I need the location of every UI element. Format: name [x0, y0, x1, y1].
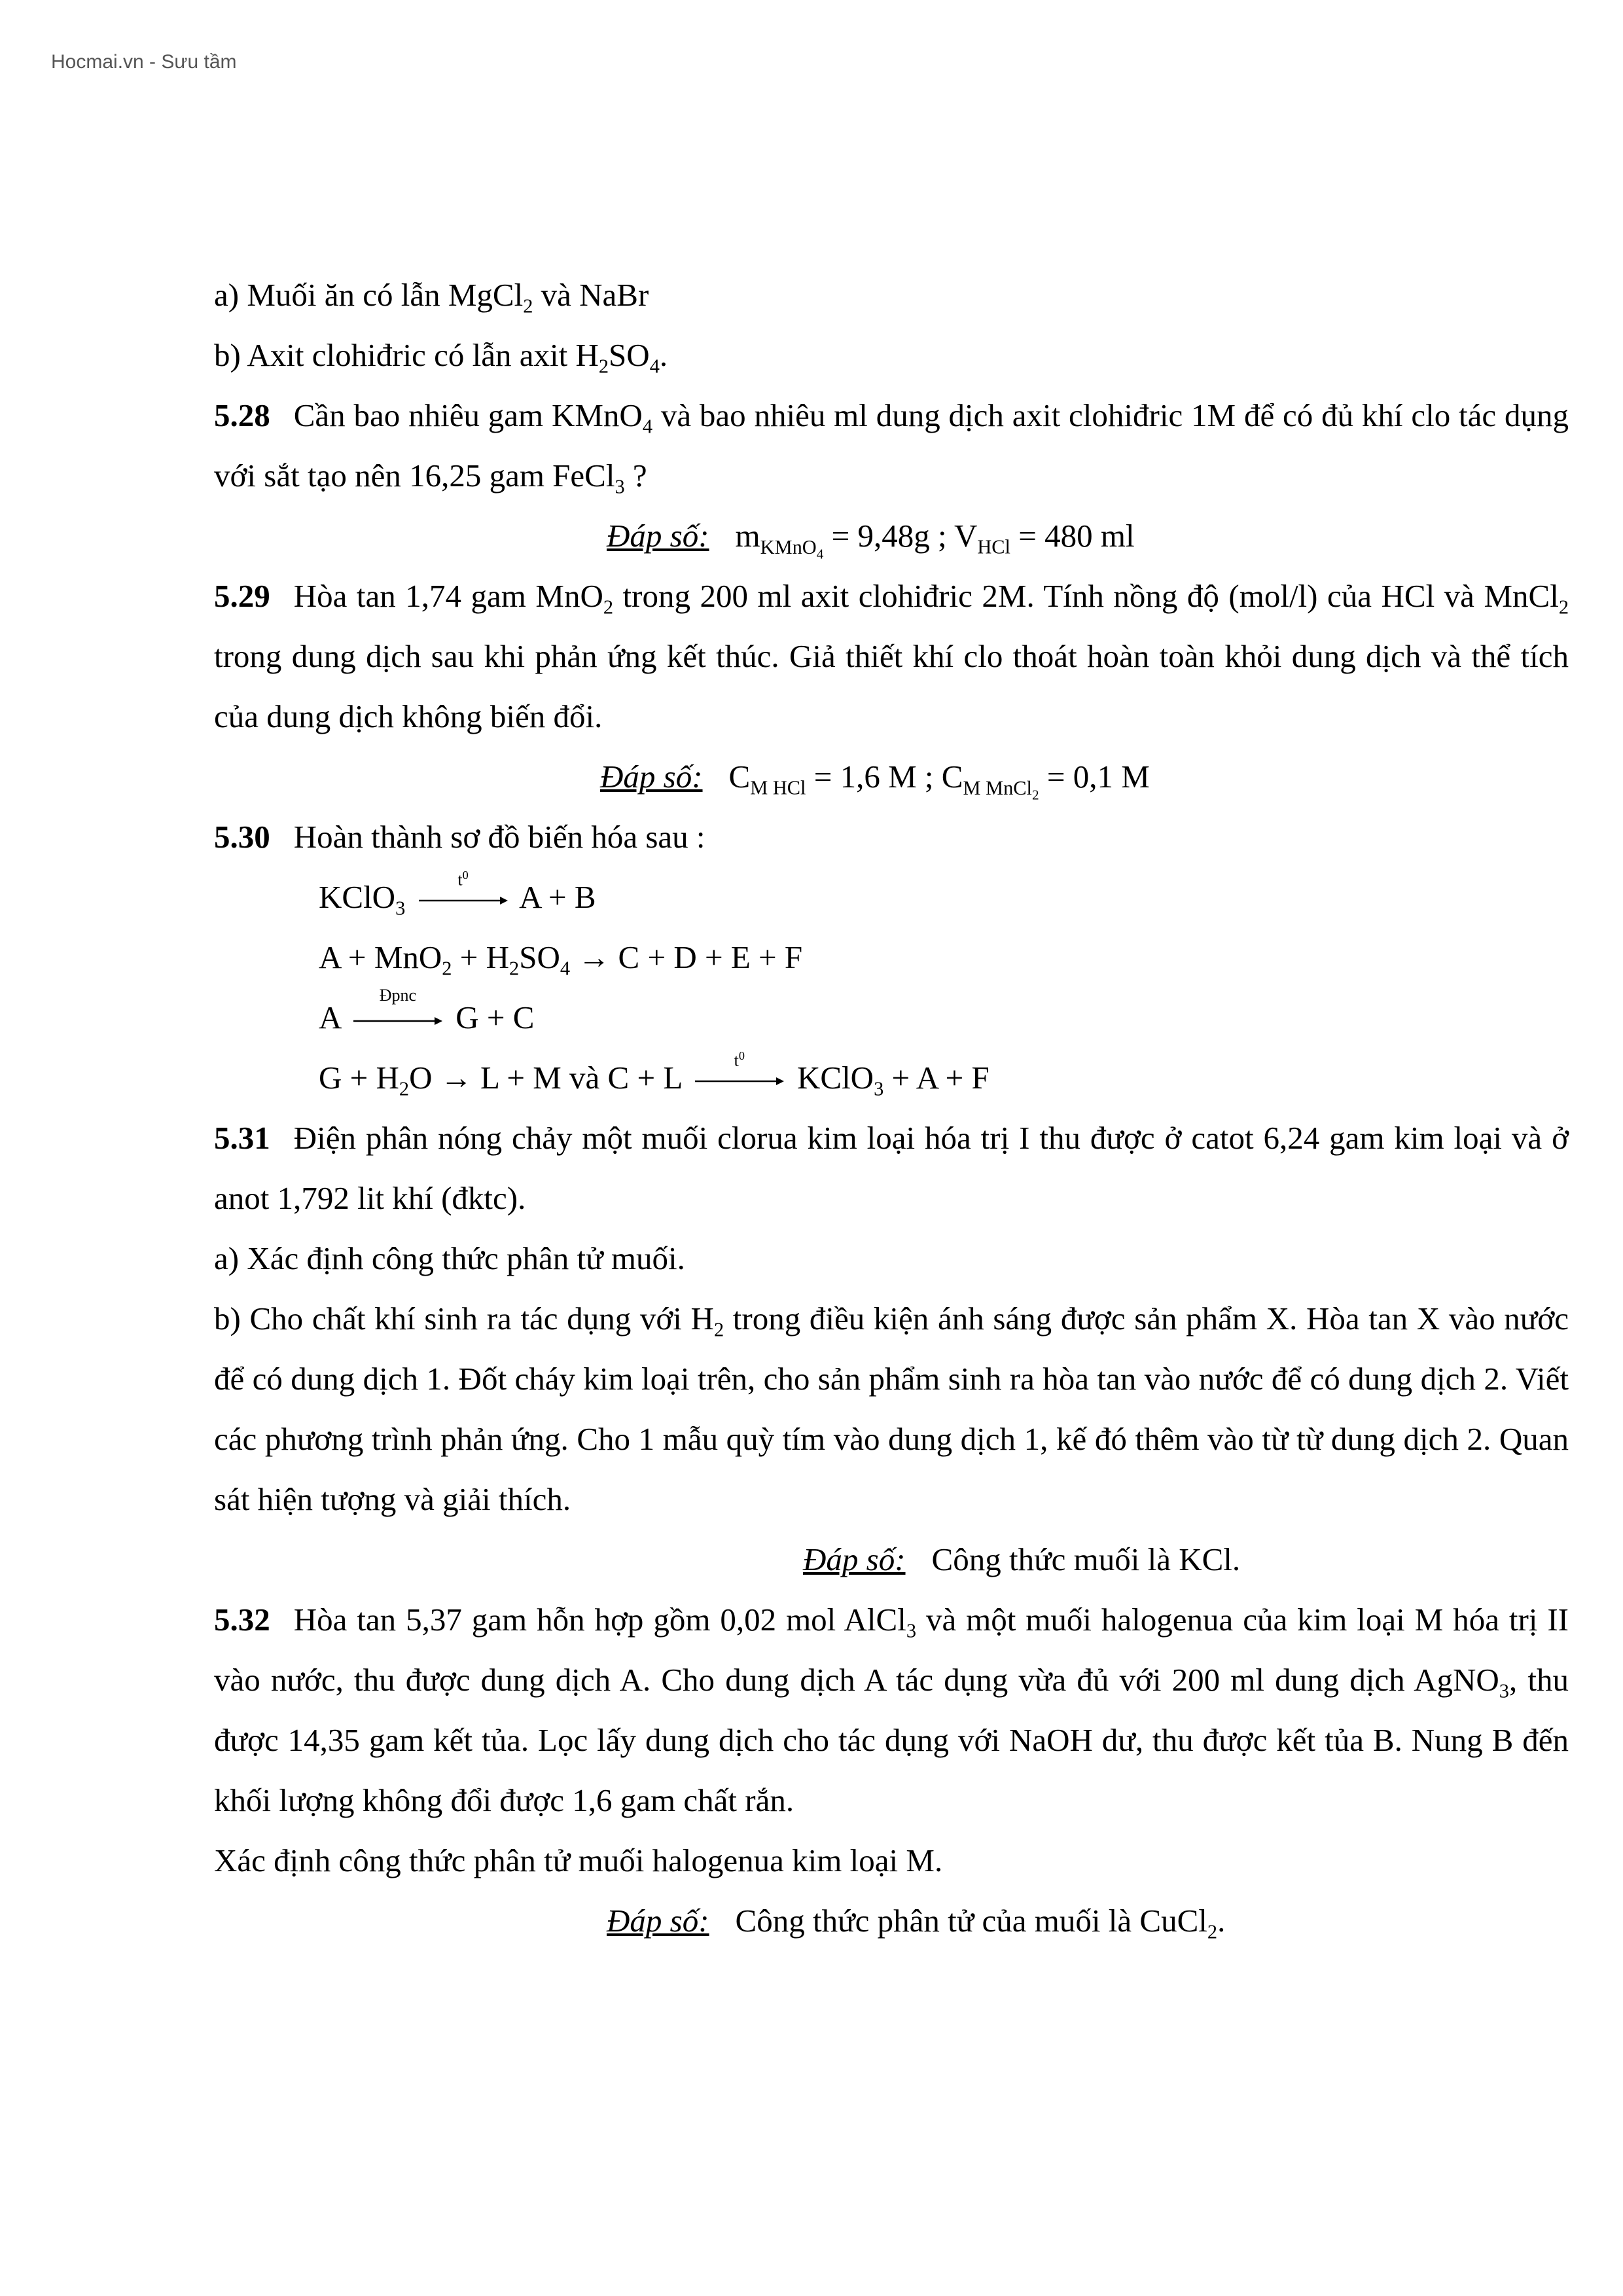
reaction-4: $G + H_2O \to L + M$ và C + L $t^0$ KClO$_3$ + A + F — [319, 1049, 990, 1100]
watermark: Hocmai.vn - Sưu tầm — [51, 51, 237, 73]
answer-label: Đáp số: — [803, 1541, 906, 1577]
answer-5-32: Đáp số: Công thức phân tử của muối là CuCl$_2$. — [607, 1903, 1226, 1943]
intro-b: b) Axit clohiđric có lẫn axit $H_2SO_4$. — [214, 337, 668, 378]
heat-arrow: $t^0$ — [694, 1068, 785, 1094]
problem-5-32: 5.32 Hòa tan 5,37 gam hỗn hợp gồm 0,02 mol AlCl$_3$ và một muối halogenua của kim loại M hóa trị II vào nước, thu được dung dịch A. Cho dung dịch A tác dụng vừa đủ với 200 ml dung dịch AgNO$_3$, thu được 14,35 gam kết tủa. Lọc lấy dung dịch cho tác dụng với NaOH dư, thu được kết tủa B. Nung B đến khối lượng không đổi được 1,6 gam chất rắn. — [214, 1602, 1569, 1818]
problem-5-28: 5.28 Cần bao nhiêu gam KMnO$_4$ và bao nhiêu ml dung dịch axit clohiđric 1M để có đủ khí clo tác dụng với sắt tạo nên 16,25 gam FeCl$_3$ ? — [214, 397, 1569, 498]
answer-label: Đáp số: — [600, 759, 703, 795]
problem-5-30: 5.30 Hoàn thành sơ đồ biến hóa sau : — [214, 819, 705, 855]
reaction-scheme — [214, 867, 1569, 1108]
reaction-3: A Đpnc G + C — [319, 985, 535, 1035]
problem-5-29: 5.29 Hòa tan 1,74 gam MnO$_2$ trong 200 ml axit clohiđric 2M. Tính nồng độ (mol/l) của HCl và MnCl$_2$ trong dung dịch sau khi phản ứng kết thúc. Giả thiết khí clo thoát hoàn toàn khỏi dung dịch và thể tích của dung dịch không biến đổi. — [214, 578, 1569, 734]
answer-5-28: Đáp số: $m_{KMnO_4} = 9,48g$ ; $V_{HCl} = 480$ ml — [607, 518, 1135, 562]
problem-number: 5.32 — [214, 1602, 270, 1638]
problem-number: 5.30 — [214, 819, 270, 855]
document-body — [214, 265, 1569, 1951]
answer-label: Đáp số: — [607, 1903, 709, 1939]
answer-label: Đáp số: — [607, 518, 709, 554]
heat-arrow: $t^0$ — [418, 888, 509, 914]
answer-5-29: Đáp số: $C_{M HCl} = 1,6$ M ; $C_{M MnCl_2} = 0,1$ M — [600, 759, 1150, 803]
problem-5-31-a: a) Xác định công thức phân tử muối. — [214, 1240, 685, 1276]
problem-5-31-b: b) Cho chất khí sinh ra tác dụng với $H_2$ trong điều kiện ánh sáng được sản phẩm X. Hòa tan X vào nước để có dung dịch 1. Đốt cháy kim loại trên, cho sản phẩm sinh ra hòa tan vào nước để có dung dịch 2. Viết các phương trình phản ứng. Cho 1 mẫu quỳ tím vào dung dịch 1, kế đó thêm vào từ từ dung dịch 2. Quan sát hiện tượng và giải thích. — [214, 1300, 1569, 1517]
reaction-2: $A + MnO_2 + H_2SO_4 \to C + D + E + F$ — [319, 939, 803, 980]
problem-number: 5.28 — [214, 397, 270, 433]
reaction-1: KClO$_3$ $t^0$ A + B — [319, 868, 596, 920]
answer-5-31: Đáp số: Công thức muối là KCl. — [803, 1541, 1241, 1577]
intro-a: a) Muối ăn có lẫn MgCl$_2$ và NaBr — [214, 277, 649, 317]
problem-number: 5.29 — [214, 578, 270, 614]
problem-5-32-question: Xác định công thức phân tử muối halogenua kim loại M. — [214, 1842, 943, 1878]
problem-5-31: 5.31 Điện phân nóng chảy một muối clorua kim loại hóa trị I thu được ở catot 6,24 gam kim loại và ở anot 1,792 lit khí (đktc). — [214, 1120, 1569, 1216]
electrolysis-arrow: Đpnc — [352, 1008, 444, 1034]
problem-number: 5.31 — [214, 1120, 270, 1156]
